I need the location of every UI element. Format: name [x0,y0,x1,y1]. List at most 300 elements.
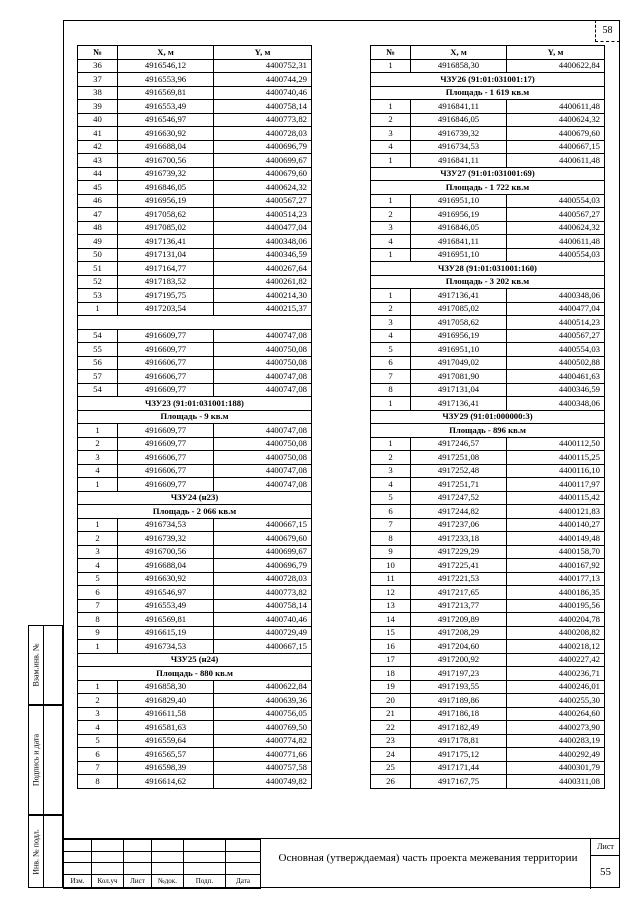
cell-y: 4400747,08 [214,329,312,343]
cell-n: 5 [78,572,118,586]
cell-n: 7 [371,370,411,384]
cell-x: 4916739,32 [411,127,507,141]
cell-n: 1 [371,248,411,262]
cell-x: 4916841,11 [411,100,507,114]
cell-x: 4917131,04 [411,383,507,397]
cell-y: 4400140,27 [507,518,605,532]
section-row [371,73,605,87]
cell-n: 15 [371,626,411,640]
cell-y: 4400311,08 [507,775,605,789]
table-row [78,545,312,559]
tb-col-sign: Подп. [184,874,226,888]
cell-n: 1 [78,518,118,532]
cell-x: 4916841,11 [411,154,507,168]
table-row [371,100,605,114]
cell-n: 54 [78,329,118,343]
cell-y: 4400699,67 [214,545,312,559]
table-row [78,370,312,384]
cell-n: 1 [371,59,411,73]
cell-y: 4400622,84 [214,680,312,694]
cell-x: 4917085,02 [411,302,507,316]
cell-n: 7 [78,761,118,775]
cell-x: 4916598,39 [118,761,214,775]
cell-x: 4916700,56 [118,154,214,168]
table-row [78,262,312,276]
cell-x: 4916734,53 [411,140,507,154]
cell-n: 47 [78,208,118,222]
cell-n: 8 [78,775,118,789]
cell-x: 4916846,05 [411,113,507,127]
cell-x: 4917251,71 [411,478,507,492]
table-row [371,113,605,127]
tb-col-count: Кол.уч [92,874,124,888]
cell-n: 36 [78,59,118,73]
cell-y: 4400301,79 [507,761,605,775]
table-row [371,613,605,627]
cell-n: 38 [78,86,118,100]
cell-n: 26 [371,775,411,789]
cell-x: 4916630,92 [118,572,214,586]
cell-y: 4400567,27 [507,208,605,222]
section-label [78,316,312,330]
cell-x: 4917208,29 [411,626,507,640]
table-row [371,397,605,411]
cell-n: 50 [78,248,118,262]
cell-y: 4400679,60 [507,127,605,141]
table-row [78,275,312,289]
cell-n: 6 [371,356,411,370]
cell-y: 4400624,32 [214,181,312,195]
cell-n: 7 [371,518,411,532]
header-y: Y, м [507,46,605,60]
table-row [78,100,312,114]
cell-y: 4400554,03 [507,248,605,262]
table-row [371,140,605,154]
cell-n: 2 [78,694,118,708]
table-row [78,181,312,195]
cell-x: 4917058,62 [118,208,214,222]
cell-x: 4916609,77 [118,424,214,438]
cell-y: 4400115,42 [507,491,605,505]
cell-n: 2 [371,302,411,316]
cell-y: 4400204,78 [507,613,605,627]
cell-n: 3 [78,707,118,721]
table-row [371,721,605,735]
cell-y: 4400624,32 [507,221,605,235]
cell-y: 4400346,59 [214,248,312,262]
cell-n: 4 [371,235,411,249]
cell-x: 4916829,40 [118,694,214,708]
cell-n: 3 [371,316,411,330]
table-row [78,748,312,762]
cell-x: 4917213,77 [411,599,507,613]
cell-x: 4916846,05 [411,221,507,235]
cell-y: 4400758,14 [214,599,312,613]
cell-y: 4400611,48 [507,154,605,168]
cell-n: 54 [78,383,118,397]
cell-n: 21 [371,707,411,721]
cell-n: 3 [371,221,411,235]
table-row [371,586,605,600]
cell-n: 13 [371,599,411,613]
section-label: ЧЗУ25 (н24) [78,653,312,667]
cell-y: 4400747,08 [214,424,312,438]
table-row [371,626,605,640]
cell-n: 2 [78,532,118,546]
title-block [63,838,620,889]
table-row [371,208,605,222]
cell-n: 45 [78,181,118,195]
section-label: Площадь - 2 066 кв.м [78,505,312,519]
cell-x: 4916956,19 [118,194,214,208]
cell-n: 40 [78,113,118,127]
cell-y: 4400728,03 [214,572,312,586]
cell-y: 4400747,08 [214,464,312,478]
cell-y: 4400236,71 [507,667,605,681]
cell-x: 4917195,75 [118,289,214,303]
cell-y: 4400667,15 [507,140,605,154]
table-row [78,73,312,87]
table-row [78,383,312,397]
table-row [78,694,312,708]
cell-n: 1 [78,302,118,316]
table-row [78,586,312,600]
cell-y: 4400744,29 [214,73,312,87]
section-label: Площадь - 9 кв.м [78,410,312,424]
cell-y: 4400158,70 [507,545,605,559]
cell-x: 4917233,18 [411,532,507,546]
cell-y: 4400773,82 [214,586,312,600]
section-label: Площадь - 1 619 кв.м [371,86,605,100]
table-row [371,289,605,303]
cell-n: 57 [78,370,118,384]
table-row [371,667,605,681]
cell-y: 4400747,08 [214,383,312,397]
table-row [371,343,605,357]
cell-x: 4917175,12 [411,748,507,762]
header-number: № [371,46,411,60]
cell-x: 4916841,11 [411,235,507,249]
cell-x: 4917171,44 [411,761,507,775]
cell-y: 4400624,32 [507,113,605,127]
cell-x: 4916734,53 [118,640,214,654]
table-row [78,478,312,492]
cell-x: 4916609,77 [118,437,214,451]
cell-x: 4916569,81 [118,86,214,100]
cell-y: 4400514,23 [214,208,312,222]
cell-n: 3 [78,545,118,559]
table-row [78,113,312,127]
cell-n: 1 [78,640,118,654]
cell-y: 4400728,03 [214,127,312,141]
cell-y: 4400740,46 [214,613,312,627]
table-row [78,356,312,370]
stamp-label: Инв. № подл. [31,828,41,875]
cell-y: 4400696,79 [214,559,312,573]
section-row [371,424,605,438]
table-row [78,437,312,451]
cell-x: 4916956,19 [411,329,507,343]
table-row [78,140,312,154]
cell-x: 4917247,52 [411,491,507,505]
cell-n: 16 [371,640,411,654]
cell-x: 4917229,29 [411,545,507,559]
table-row [371,302,605,316]
table-row [78,734,312,748]
cell-n: 4 [78,559,118,573]
cell-n: 23 [371,734,411,748]
table-row [78,289,312,303]
table-row [371,505,605,519]
table-row [371,653,605,667]
cell-x: 4916553,49 [118,599,214,613]
section-row [78,653,312,667]
table-row [78,518,312,532]
cell-n: 37 [78,73,118,87]
table-row [371,154,605,168]
cell-n: 14 [371,613,411,627]
cell-x: 4917246,57 [411,437,507,451]
cell-n: 20 [371,694,411,708]
cell-x: 4916606,77 [118,464,214,478]
cell-n: 4 [371,329,411,343]
table-row [371,518,605,532]
table-row [78,572,312,586]
table-row [371,748,605,762]
cell-n: 6 [78,586,118,600]
cell-y: 4400218,12 [507,640,605,654]
cell-y: 4400112,50 [507,437,605,451]
cell-y: 4400121,83 [507,505,605,519]
cell-y: 4400477,04 [214,221,312,235]
cell-x: 4916606,77 [118,356,214,370]
header-x: X, м [118,46,214,60]
cell-x: 4916609,77 [118,343,214,357]
cell-x: 4917049,02 [411,356,507,370]
cell-x: 4916951,10 [411,248,507,262]
cell-x: 4916846,05 [118,181,214,195]
cell-x: 4916565,57 [118,748,214,762]
cell-y: 4400729,49 [214,626,312,640]
table-row [78,127,312,141]
cell-x: 4917225,41 [411,559,507,573]
section-label: Площадь - 880 кв.м [78,667,312,681]
section-row [371,86,605,100]
table-row [78,707,312,721]
tb-col-doc: №док. [152,874,184,888]
cell-x: 4917189,86 [411,694,507,708]
tb-col-sheet: Лист [124,874,152,888]
cell-x: 4917217,65 [411,586,507,600]
cell-n: 8 [371,383,411,397]
section-label: ЧЗУ23 (91:01:031001:188) [78,397,312,411]
cell-x: 4916606,77 [118,370,214,384]
cell-n: 9 [371,545,411,559]
cell-n: 8 [371,532,411,546]
cell-x: 4916734,53 [118,518,214,532]
cell-y: 4400771,66 [214,748,312,762]
cell-x: 4916700,56 [118,545,214,559]
table-row [371,599,605,613]
cell-x: 4917251,08 [411,451,507,465]
cell-y: 4400246,01 [507,680,605,694]
cell-y: 4400622,84 [507,59,605,73]
cell-x: 4916609,77 [118,329,214,343]
cell-n: 19 [371,680,411,694]
cell-n: 1 [371,194,411,208]
cell-y: 4400699,67 [214,154,312,168]
table-row [78,329,312,343]
stamp-signature-date [28,705,63,815]
section-row [78,667,312,681]
section-row [371,167,605,181]
title-block-grid [63,839,261,889]
cell-y: 4400752,31 [214,59,312,73]
cell-y: 4400749,82 [214,775,312,789]
cell-y: 4400611,48 [507,100,605,114]
cell-x: 4916739,32 [118,532,214,546]
table-row [78,451,312,465]
table-row [78,640,312,654]
cell-y: 4400747,08 [214,478,312,492]
cell-x: 4916609,77 [118,478,214,492]
cell-y: 4400750,08 [214,437,312,451]
cell-y: 4400773,82 [214,113,312,127]
cell-n: 51 [78,262,118,276]
cell-y: 4400554,03 [507,343,605,357]
header-x: X, м [411,46,507,60]
section-row [78,316,312,330]
cell-y: 4400348,06 [214,235,312,249]
cell-n: 4 [78,721,118,735]
cell-x: 4916553,96 [118,73,214,87]
cell-x: 4917058,62 [411,316,507,330]
cell-n: 5 [371,343,411,357]
cell-x: 4916569,81 [118,613,214,627]
table-row [371,734,605,748]
section-row [78,397,312,411]
cell-y: 4400750,08 [214,451,312,465]
table-row [78,532,312,546]
cell-n: 1 [371,100,411,114]
cell-n: 48 [78,221,118,235]
cell-x: 4917204,60 [411,640,507,654]
table-row [371,464,605,478]
cell-x: 4917178,81 [411,734,507,748]
cell-n: 1 [78,680,118,694]
cell-n: 42 [78,140,118,154]
table-row [371,221,605,235]
page-number-top: 58 [595,20,620,42]
cell-y: 4400115,25 [507,451,605,465]
table-row [78,680,312,694]
cell-x: 4916951,10 [411,343,507,357]
cell-x: 4917136,41 [411,289,507,303]
cell-y: 4400639,36 [214,694,312,708]
cell-x: 4916630,92 [118,127,214,141]
stamp-label: Взам.инв. № [31,643,41,687]
table-row [78,302,312,316]
cell-x: 4916858,30 [118,680,214,694]
cell-n: 17 [371,653,411,667]
cell-x: 4917200,92 [411,653,507,667]
table-row [371,572,605,586]
cell-n: 24 [371,748,411,762]
cell-y: 4400227,42 [507,653,605,667]
cell-n: 56 [78,356,118,370]
cell-x: 4916688,04 [118,559,214,573]
table-row [78,559,312,573]
cell-n: 1 [371,437,411,451]
cell-y: 4400214,30 [214,289,312,303]
cell-n: 49 [78,235,118,249]
header-number: № [78,46,118,60]
cell-n: 10 [371,559,411,573]
section-label: ЧЗУ27 (91:01:031001:69) [371,167,605,181]
cell-n: 1 [78,424,118,438]
cell-y: 4400346,59 [507,383,605,397]
section-row [371,275,605,289]
table-row [78,59,312,73]
cell-y: 4400208,82 [507,626,605,640]
cell-y: 4400667,15 [214,640,312,654]
cell-x: 4917209,89 [411,613,507,627]
cell-y: 4400758,14 [214,100,312,114]
section-row [371,181,605,195]
cell-x: 4916546,12 [118,59,214,73]
table-row [371,640,605,654]
table-row [371,694,605,708]
cell-y: 4400502,88 [507,356,605,370]
cell-n: 5 [371,491,411,505]
cell-n: 3 [371,127,411,141]
cell-y: 4400756,05 [214,707,312,721]
sheet-label: Лист [591,839,620,856]
cell-x: 4917221,53 [411,572,507,586]
cell-n: 46 [78,194,118,208]
table-row [371,775,605,789]
cell-y: 4400611,48 [507,235,605,249]
cell-n: 11 [371,572,411,586]
cell-x: 4917136,41 [118,235,214,249]
section-row [78,505,312,519]
cell-x: 4917131,04 [118,248,214,262]
cell-n: 2 [78,437,118,451]
cell-n: 6 [78,748,118,762]
cell-y: 4400283,19 [507,734,605,748]
cell-y: 4400774,82 [214,734,312,748]
cell-y: 4400679,60 [214,167,312,181]
section-label: ЧЗУ26 (91:01:031001:17) [371,73,605,87]
cell-x: 4917081,90 [411,370,507,384]
cell-n: 1 [371,397,411,411]
table-row [78,235,312,249]
section-label: ЧЗУ24 (н23) [78,491,312,505]
cell-y: 4400273,90 [507,721,605,735]
cell-n: 3 [78,451,118,465]
table-row [371,316,605,330]
table-row [78,194,312,208]
table-row [371,559,605,573]
cell-n: 9 [78,626,118,640]
cell-y: 4400461,63 [507,370,605,384]
cell-y: 4400116,10 [507,464,605,478]
coordinates-table-left [77,45,312,789]
table-row [371,451,605,465]
cell-y: 4400348,06 [507,397,605,411]
cell-y: 4400149,48 [507,532,605,546]
cell-x: 4916739,32 [118,167,214,181]
